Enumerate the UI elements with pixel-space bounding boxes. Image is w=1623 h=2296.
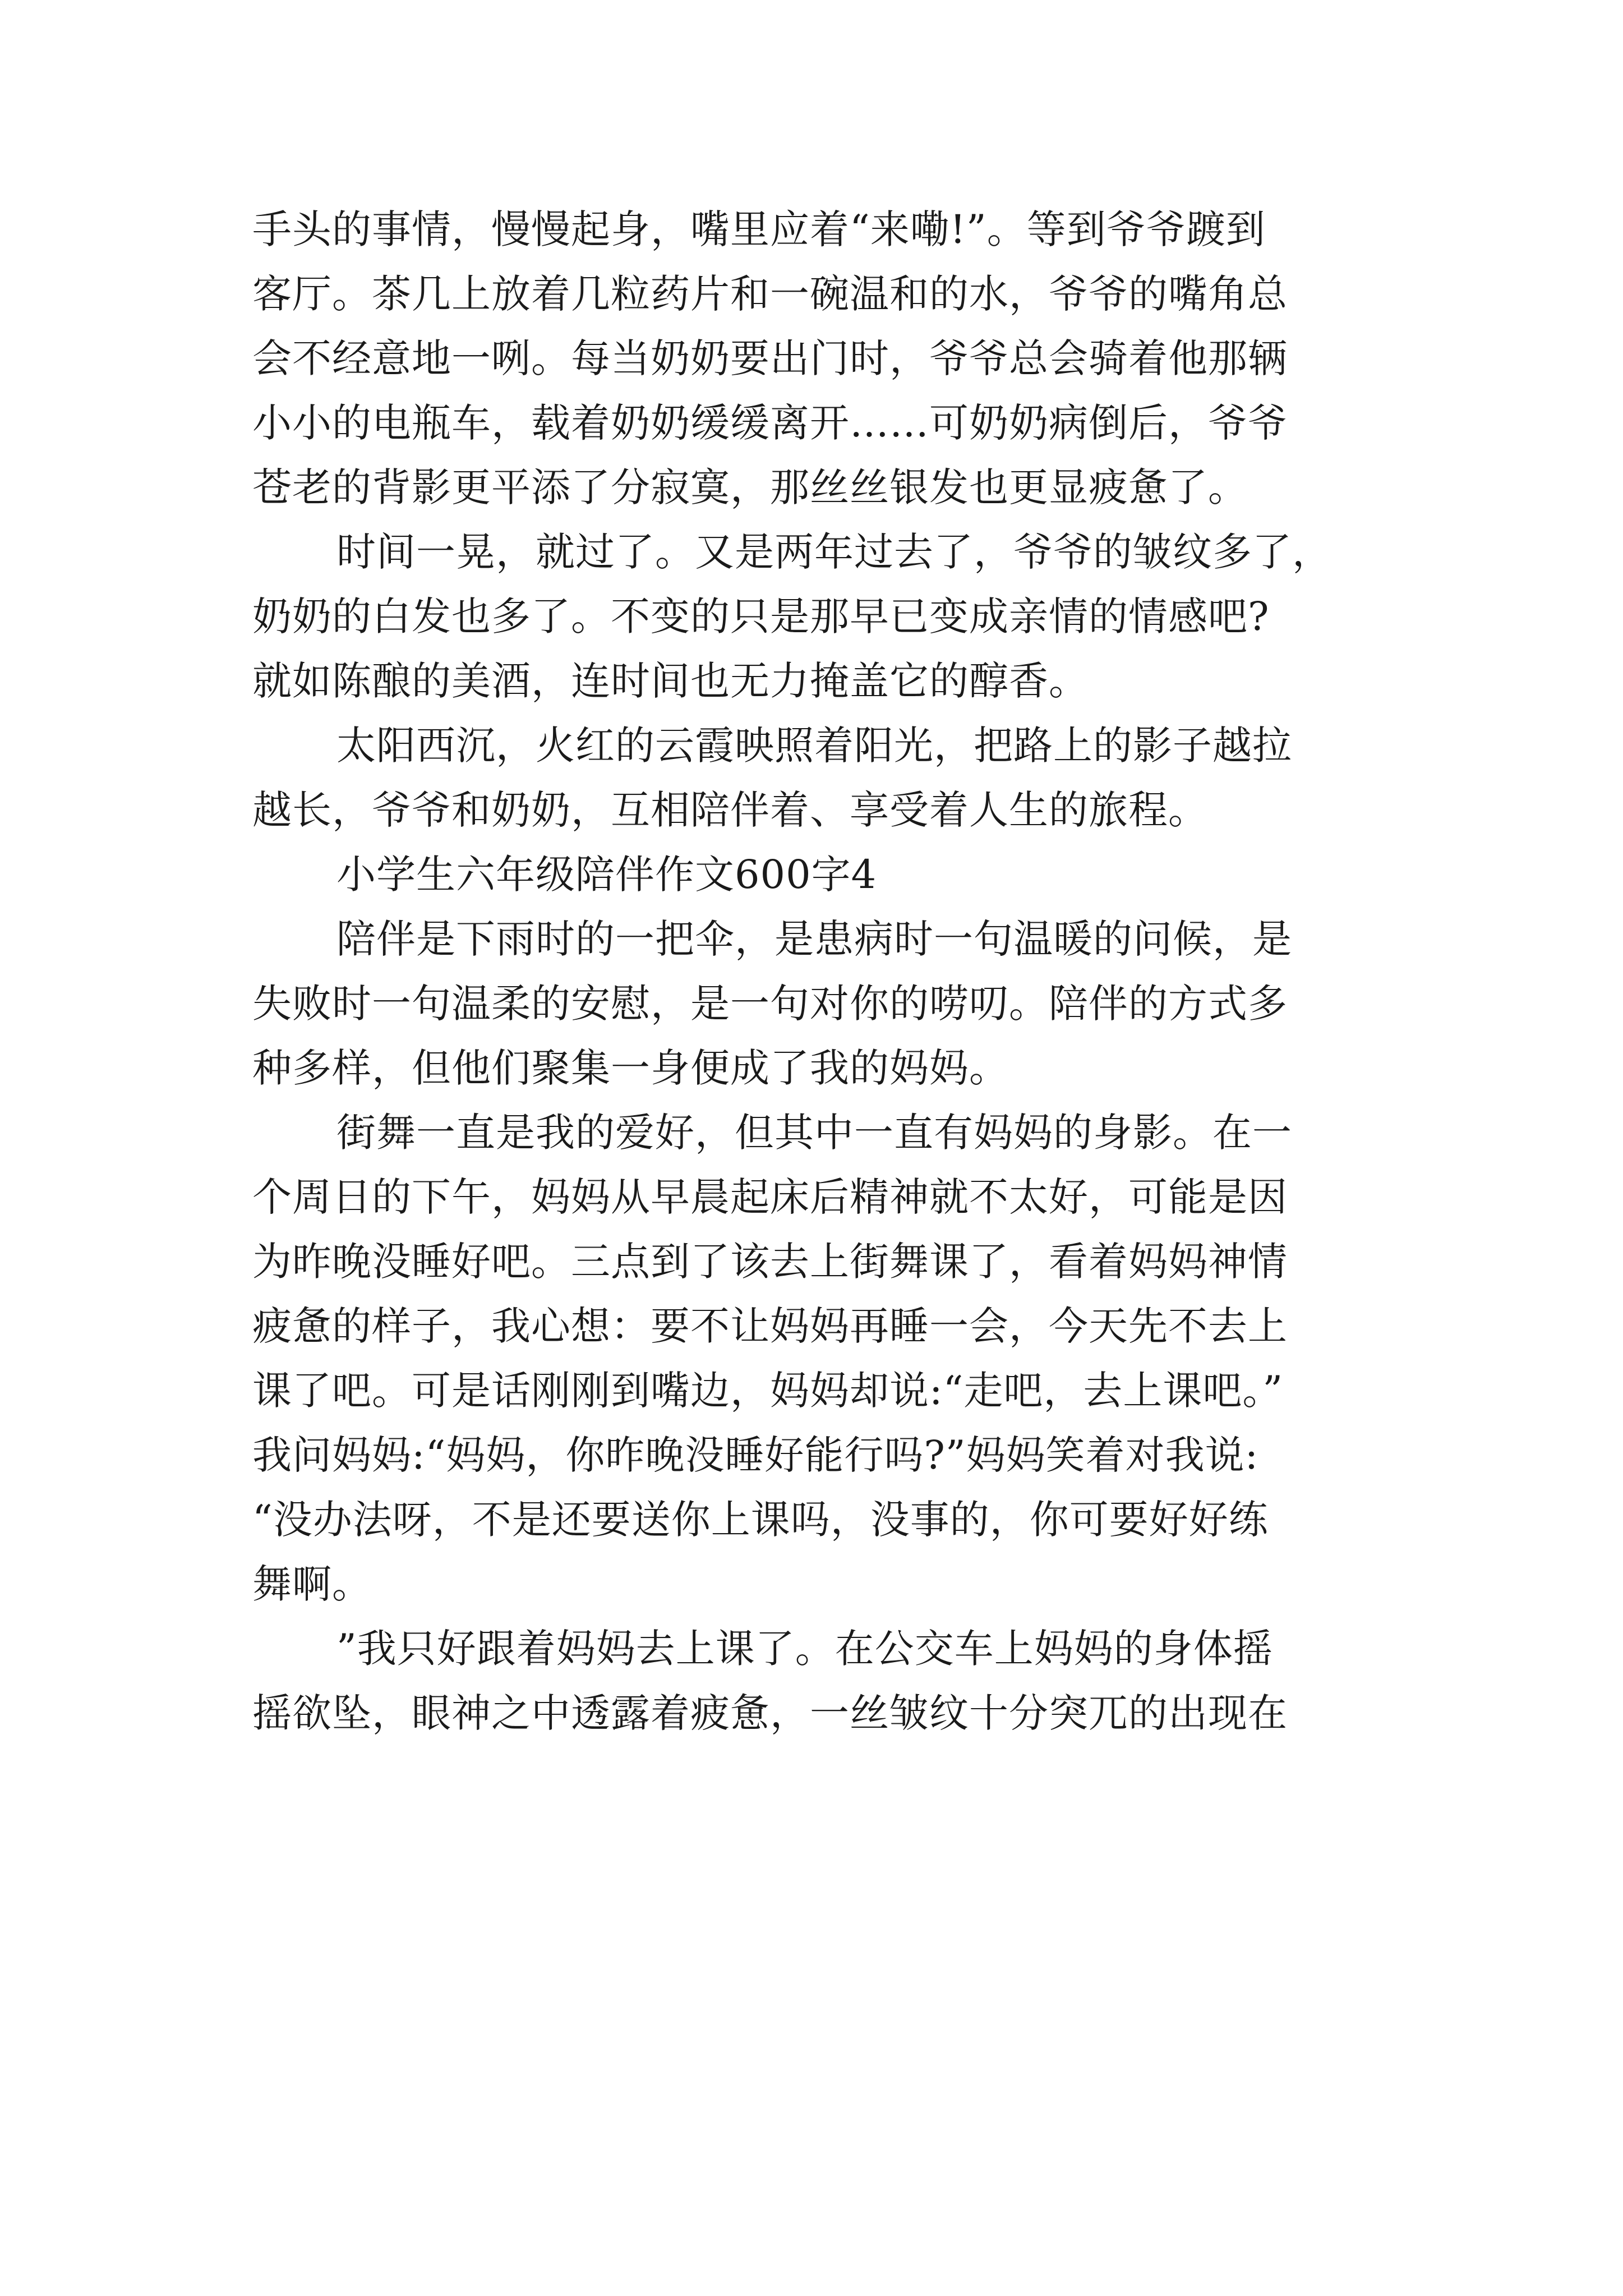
text-line-19: 课了吧。可是话刚刚到嘴边，妈妈却说:“走吧，去上课吧。”	[252, 1368, 1284, 1414]
text-line-4: 小小的电瓶车，载着奶奶缓缓离开……可奶奶病倒后，爷爷	[252, 400, 1288, 446]
essay-body	[252, 197, 1391, 1746]
text-line-13: 失败时一句温柔的安慰，是一句对你的唠叨。陪伴的方式多	[252, 981, 1288, 1027]
text-line-2: 客厅。茶几上放着几粒药片和一碗温和的水，爷爷的嘴角总	[252, 271, 1288, 317]
text-line-8: 就如陈酿的美酒，连时间也无力掩盖它的醇香。	[252, 658, 1089, 704]
text-line-10: 越长，爷爷和奶奶，互相陪伴着、享受着人生的旅程。	[252, 787, 1208, 833]
text-line-3: 会不经意地一咧。每当奶奶要出门时，爷爷总会骑着他那辆	[252, 335, 1288, 381]
text-line-14: 种多样，但他们聚集一身便成了我的妈妈。	[252, 1045, 1009, 1091]
text-line-22: 舞啊。	[252, 1561, 372, 1607]
text-line-17: 为昨晚没睡好吧。三点到了该去上街舞课了，看着妈妈神情	[252, 1239, 1288, 1285]
text-line-1: 手头的事情，慢慢起身，嘴里应着“来嘞!”。等到爷爷踱到	[252, 206, 1266, 252]
text-line-15: 街舞一直是我的爱好，但其中一直有妈妈的身影。在一	[336, 1110, 1292, 1156]
text-line-18: 疲惫的样子，我心想：要不让妈妈再睡一会，今天先不去上	[252, 1303, 1288, 1349]
text-line-7: 奶奶的白发也多了。不变的只是那早已变成亲情的情感吧?	[252, 593, 1270, 639]
section-heading: 小学生六年级陪伴作文600字4	[336, 852, 877, 898]
text-line-12: 陪伴是下雨时的一把伞，是患病时一句温暖的问候，是	[336, 916, 1292, 962]
text-line-20: 我问妈妈:“妈妈，你昨晚没睡好能行吗?”妈妈笑着对我说:	[252, 1432, 1259, 1478]
text-line-5: 苍老的背影更平添了分寂寞，那丝丝银发也更显疲惫了。	[252, 464, 1248, 510]
text-line-9: 太阳西沉，火红的云霞映照着阳光，把路上的影子越拉	[336, 723, 1292, 769]
text-line-6: 时间一晃，就过了。又是两年过去了，爷爷的皱纹多了，	[336, 529, 1332, 575]
text-line-21: “没办法呀，不是还要送你上课吗，没事的，你可要好好练	[252, 1497, 1269, 1543]
text-line-16: 个周日的下午，妈妈从早晨起床后精神就不太好，可能是因	[252, 1174, 1288, 1220]
text-line-24: 摇欲坠，眼神之中透露着疲惫，一丝皱纹十分突兀的出现在	[252, 1690, 1288, 1736]
text-line-23: ”我只好跟着妈妈去上课了。在公交车上妈妈的身体摇	[336, 1626, 1273, 1672]
